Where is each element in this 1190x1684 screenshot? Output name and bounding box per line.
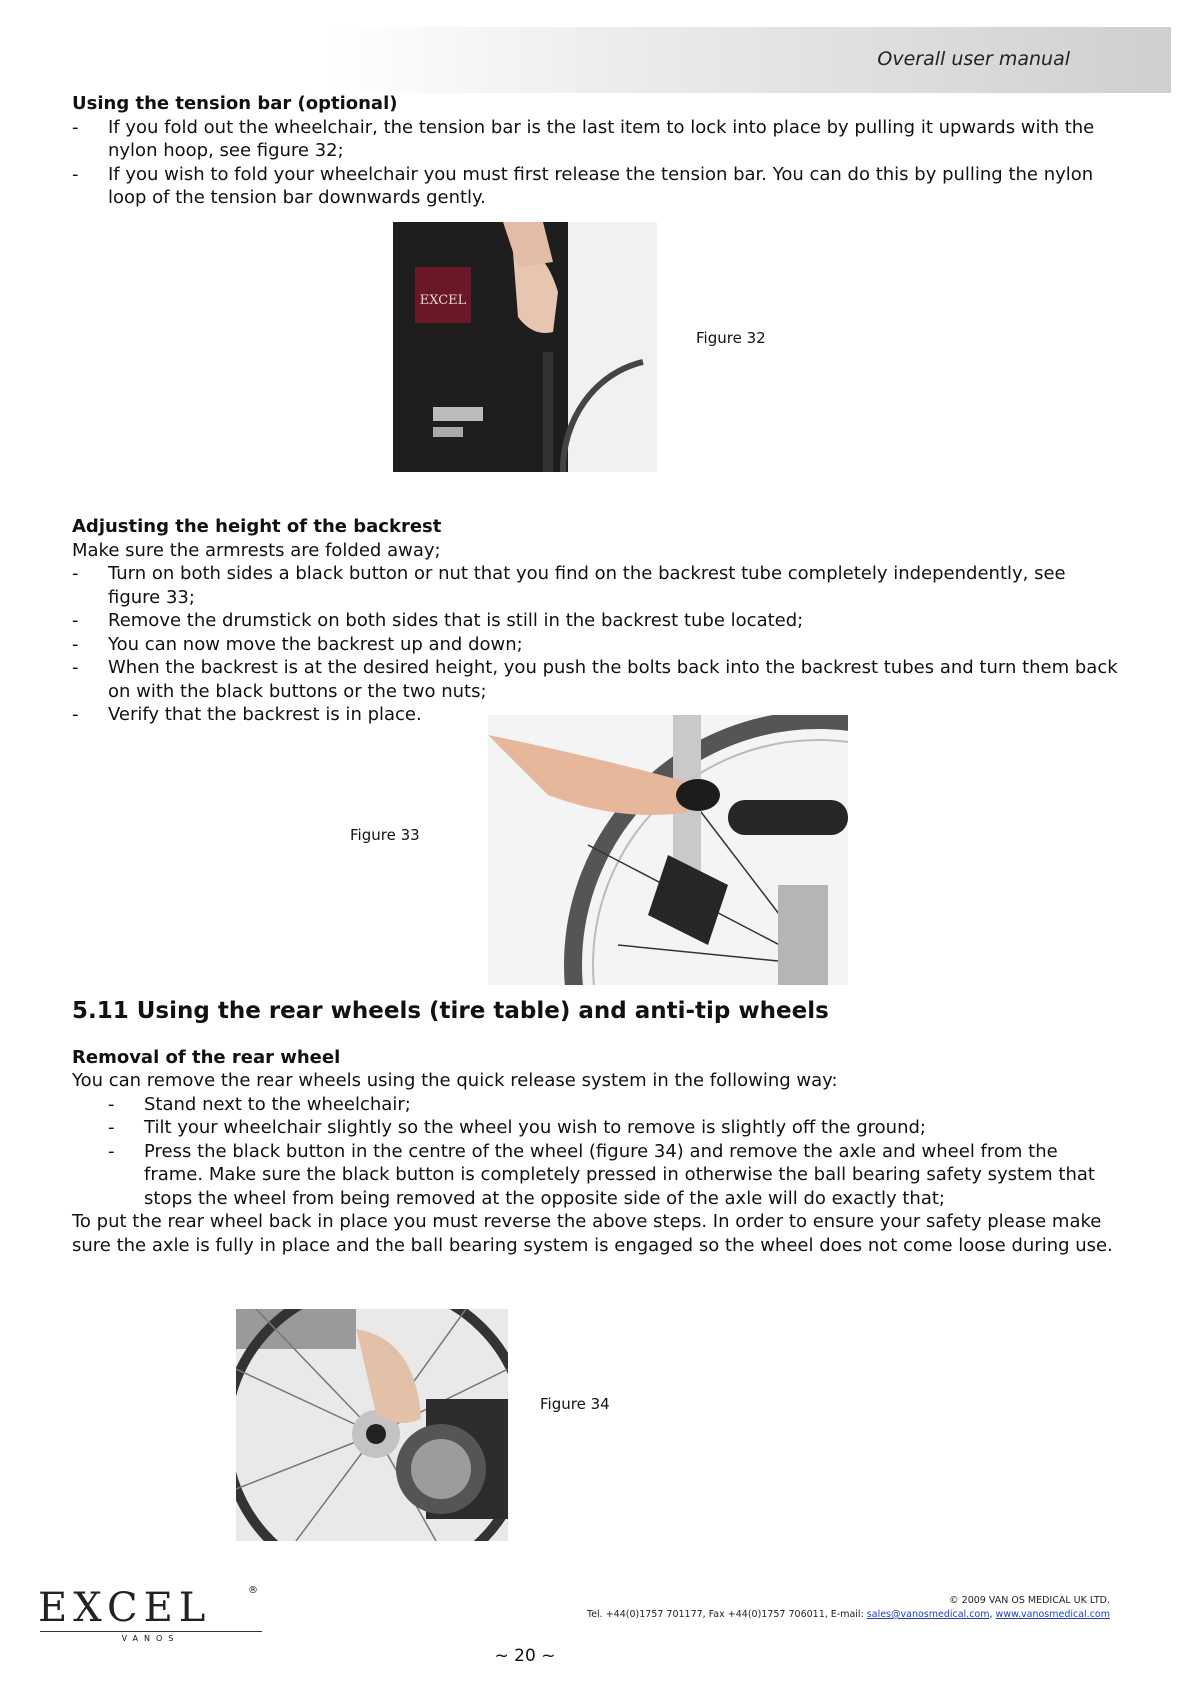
- footer-logo: [38, 1585, 263, 1643]
- backrest-heading: Adjusting the height of the backrest: [72, 516, 442, 537]
- section-511-title: 5.11 Using the rear wheels (tire table) and anti-tip wheels: [72, 998, 829, 1024]
- figure-33-caption: Figure 33: [350, 826, 420, 844]
- backrest-list: [72, 562, 1132, 727]
- removal-heading: Removal of the rear wheel: [72, 1046, 341, 1068]
- figure-34-photo: [236, 1309, 508, 1541]
- website-link[interactable]: www.vanosmedical.com: [995, 1609, 1110, 1620]
- vanos-logo-text: VANOS: [38, 1634, 263, 1643]
- figure-34-caption: Figure 34: [540, 1395, 610, 1413]
- footer-copyright: © 2009 VAN OS MEDICAL UK LTD.: [949, 1595, 1110, 1606]
- list-item: - Stand next to the wheelchair;: [108, 1093, 411, 1115]
- removal-outro-line-2: sure the axle is fully in place and the ball bearing system is engaged so the wheel does not come loose during use.: [72, 1234, 1113, 1256]
- logo-rule: [40, 1631, 262, 1632]
- page-number: ~ 20 ~: [494, 1646, 556, 1666]
- list-item: - Turn on both sides a black button or nut that you find on the backrest tube completely independently, see figure 33;: [72, 563, 1066, 608]
- list-item: - If you wish to fold your wheelchair you must first release the tension bar. You can do this by pulling the nylon loop of the tension bar downwards gently.: [72, 163, 1094, 208]
- list-item: - Remove the drumstick on both sides that is still in the backrest tube located;: [72, 610, 804, 631]
- list-item: - Tilt your wheelchair slightly so the wheel you wish to remove is slightly off the ground;: [108, 1117, 926, 1138]
- header-title: Overall user manual: [877, 48, 1070, 70]
- list-item: - If you fold out the wheelchair, the tension bar is the last item to lock into place by pulling it upwards with the nylon hoop, see figure 32;: [72, 116, 1095, 161]
- tension-heading: Using the tension bar (optional): [72, 93, 398, 114]
- backrest-button-illustration: [488, 715, 848, 985]
- email-link[interactable]: sales@vanosmedical.com: [866, 1609, 990, 1620]
- main-content: [72, 92, 1132, 210]
- list-item: - When the backrest is at the desired height, you push the bolts back into the backrest tubes and turn them back on with the black buttons or the two nuts;: [72, 657, 1118, 702]
- figure-33-photo: [488, 715, 848, 985]
- figure-32-photo: [393, 222, 657, 472]
- backrest-intro: Make sure the armrests are folded away;: [72, 539, 441, 561]
- wheelchair-backrest-illustration: [393, 222, 657, 472]
- removal-outro-line-1: To put the rear wheel back in place you must reverse the above steps. In order to ensure your safety please make: [72, 1211, 1102, 1232]
- backrest-section: [72, 515, 1132, 727]
- footer-contact: Tel. +44(0)1757 701177, Fax +44(0)1757 706011, E-mail: sales@vanosmedical.com, www.vanosmedical.com: [587, 1609, 1110, 1620]
- tension-list: [72, 116, 1132, 210]
- registered-mark: ®: [248, 1585, 258, 1596]
- removal-intro: You can remove the rear wheels using the quick release system in the following way:: [72, 1070, 838, 1091]
- figure-32-caption: Figure 32: [696, 329, 766, 347]
- list-item: - Verify that the backrest is in place.: [72, 704, 422, 725]
- photo-brand-label: EXCEL: [419, 293, 467, 308]
- removal-list: [72, 1093, 1132, 1211]
- list-item: - Press the black button in the centre of the wheel (figure 34) and remove the axle and wheel from the frame. Make sure the black button is completely pressed in otherwise the ball bearing safety system that stops the wheel from being removed at the opposite side of the axle will do exactly that;: [108, 1140, 1095, 1209]
- rear-wheel-axle-illustration: [236, 1309, 508, 1541]
- section-511: [72, 1000, 1132, 1257]
- excel-logo-text: EXCEL: [38, 1585, 212, 1631]
- list-item: - You can now move the backrest up and down;: [72, 633, 523, 655]
